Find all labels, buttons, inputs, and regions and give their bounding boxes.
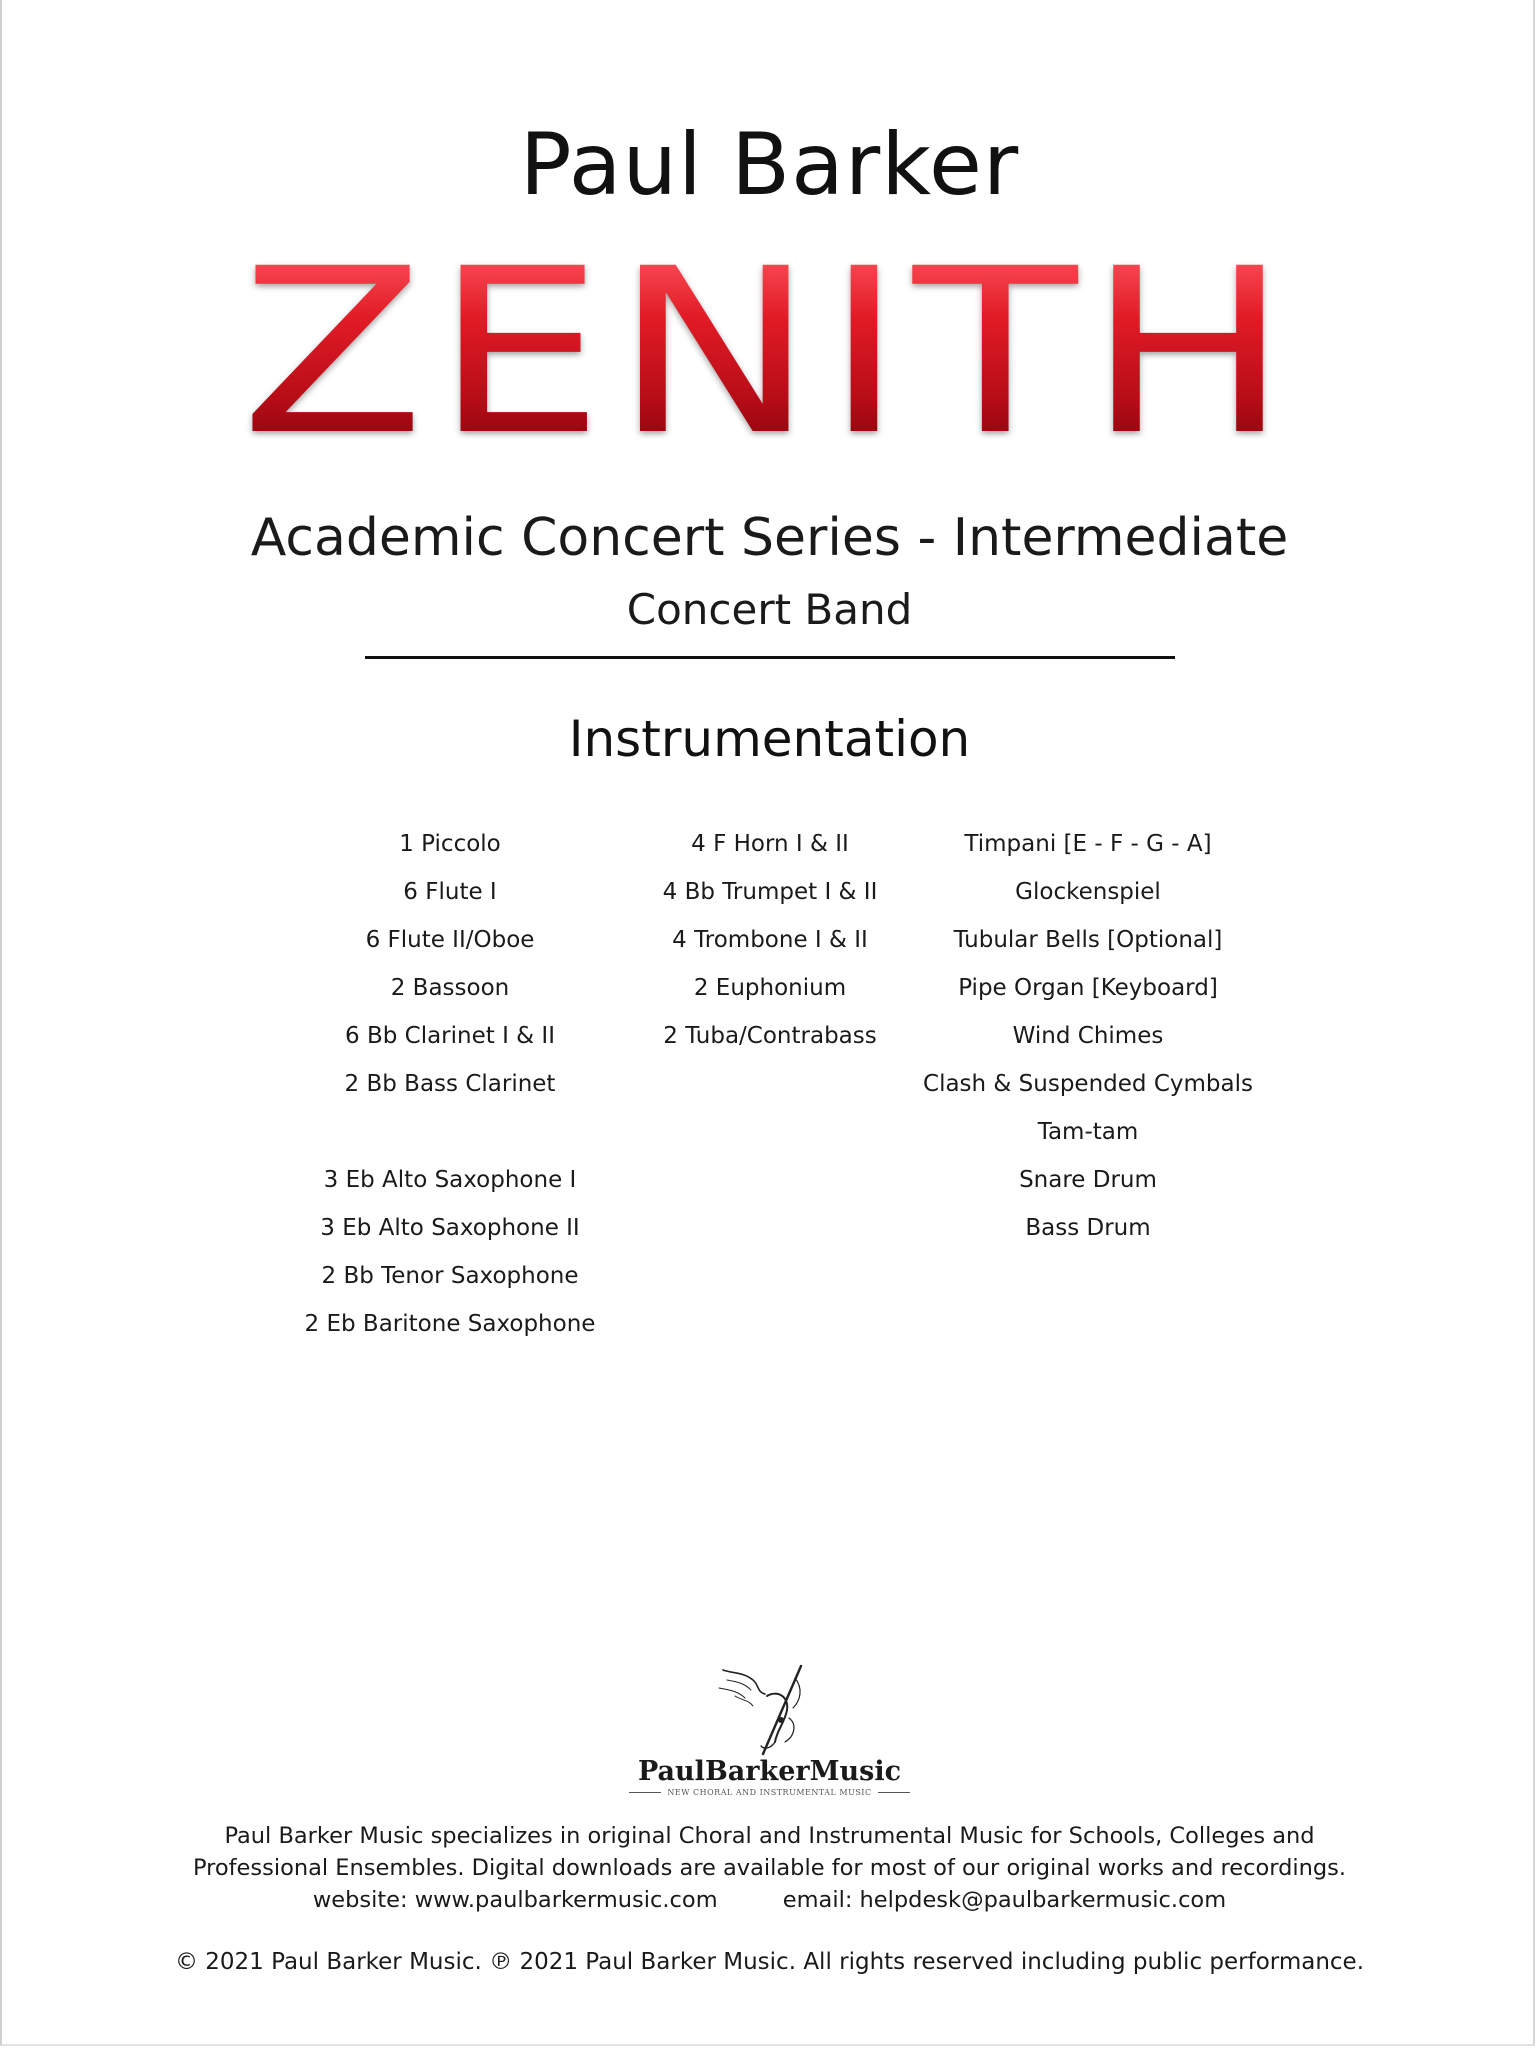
tagline-dash bbox=[878, 1792, 910, 1793]
instrument-item: Bass Drum bbox=[1025, 1215, 1151, 1241]
instrument-item: Pipe Organ [Keyboard] bbox=[958, 975, 1218, 1001]
instrument-item: Timpani [E - F - G - A] bbox=[964, 831, 1212, 857]
instrument-item: 4 Trombone I & II bbox=[672, 927, 868, 953]
instrumentation-heading: Instrumentation bbox=[568, 710, 971, 768]
instrument-item: 3 Eb Alto Saxophone II bbox=[320, 1215, 580, 1241]
instrument-item: 4 Bb Trumpet I & II bbox=[662, 879, 878, 905]
percussion-column bbox=[908, 826, 1268, 1258]
contact-line bbox=[0, 1884, 1539, 1916]
instrument-item: 4 F Horn I & II bbox=[691, 831, 849, 857]
violin-logo-icon bbox=[705, 1660, 835, 1760]
instrument-item: 6 Bb Clarinet I & II bbox=[345, 1023, 555, 1049]
brass-column bbox=[590, 826, 950, 1066]
brand-tagline: NEW CHORAL AND INSTRUMENTAL MUSIC bbox=[667, 1788, 872, 1797]
blurb-line-1: Paul Barker Music specializes in original Choral and Instrumental Music for Schools, Colleges and bbox=[224, 1823, 1315, 1849]
ensemble-type: Concert Band bbox=[626, 585, 913, 634]
copyright-notice: © 2021 Paul Barker Music. ℗ 2021 Paul Barker Music. All rights reserved including public performance. bbox=[174, 1949, 1365, 1975]
instrument-item: Tubular Bells [Optional] bbox=[953, 927, 1223, 953]
woodwinds-column bbox=[270, 826, 630, 1354]
blurb-line-2: Professional Ensembles. Digital downloads are available for most of our original works and recordings. bbox=[192, 1855, 1347, 1881]
instrument-item: Glockenspiel bbox=[1015, 879, 1161, 905]
instrument-item: 2 Bassoon bbox=[390, 975, 510, 1001]
instrument-item: 6 Flute I bbox=[403, 879, 497, 905]
series-name: Academic Concert Series - Intermediate bbox=[250, 508, 1289, 568]
instrument-item: 2 Bb Bass Clarinet bbox=[344, 1071, 556, 1097]
website-link[interactable]: website: www.paulbarkermusic.com bbox=[312, 1887, 718, 1913]
instrument-item: 6 Flute II/Oboe bbox=[365, 927, 535, 953]
group-spacer bbox=[270, 1114, 630, 1162]
instrument-item: Snare Drum bbox=[1019, 1167, 1157, 1193]
instrument-item: Clash & Suspended Cymbals bbox=[923, 1071, 1253, 1097]
composer-name: Paul Barker bbox=[519, 115, 1020, 215]
publisher-logo bbox=[0, 1660, 1539, 1760]
divider-rule bbox=[365, 656, 1175, 659]
instrument-item: 2 Tuba/Contrabass bbox=[663, 1023, 877, 1049]
instrument-item: 3 Eb Alto Saxophone I bbox=[323, 1167, 577, 1193]
publisher-brand: PaulBarkerMusic bbox=[637, 1756, 902, 1787]
instrument-item: Wind Chimes bbox=[1012, 1023, 1164, 1049]
tagline-dash bbox=[629, 1792, 661, 1793]
instrument-item: Tam-tam bbox=[1037, 1119, 1139, 1145]
instrument-item: 2 Bb Tenor Saxophone bbox=[321, 1263, 579, 1289]
email-link[interactable]: email: helpdesk@paulbarkermusic.com bbox=[782, 1887, 1227, 1913]
piece-title: ZENITH bbox=[0, 238, 1539, 466]
brand-tagline-row bbox=[0, 1788, 1539, 1797]
publisher-blurb bbox=[0, 1820, 1539, 1884]
instrument-item: 1 Piccolo bbox=[399, 831, 501, 857]
instrument-item: 2 Euphonium bbox=[693, 975, 847, 1001]
instrument-item: 2 Eb Baritone Saxophone bbox=[304, 1311, 596, 1337]
